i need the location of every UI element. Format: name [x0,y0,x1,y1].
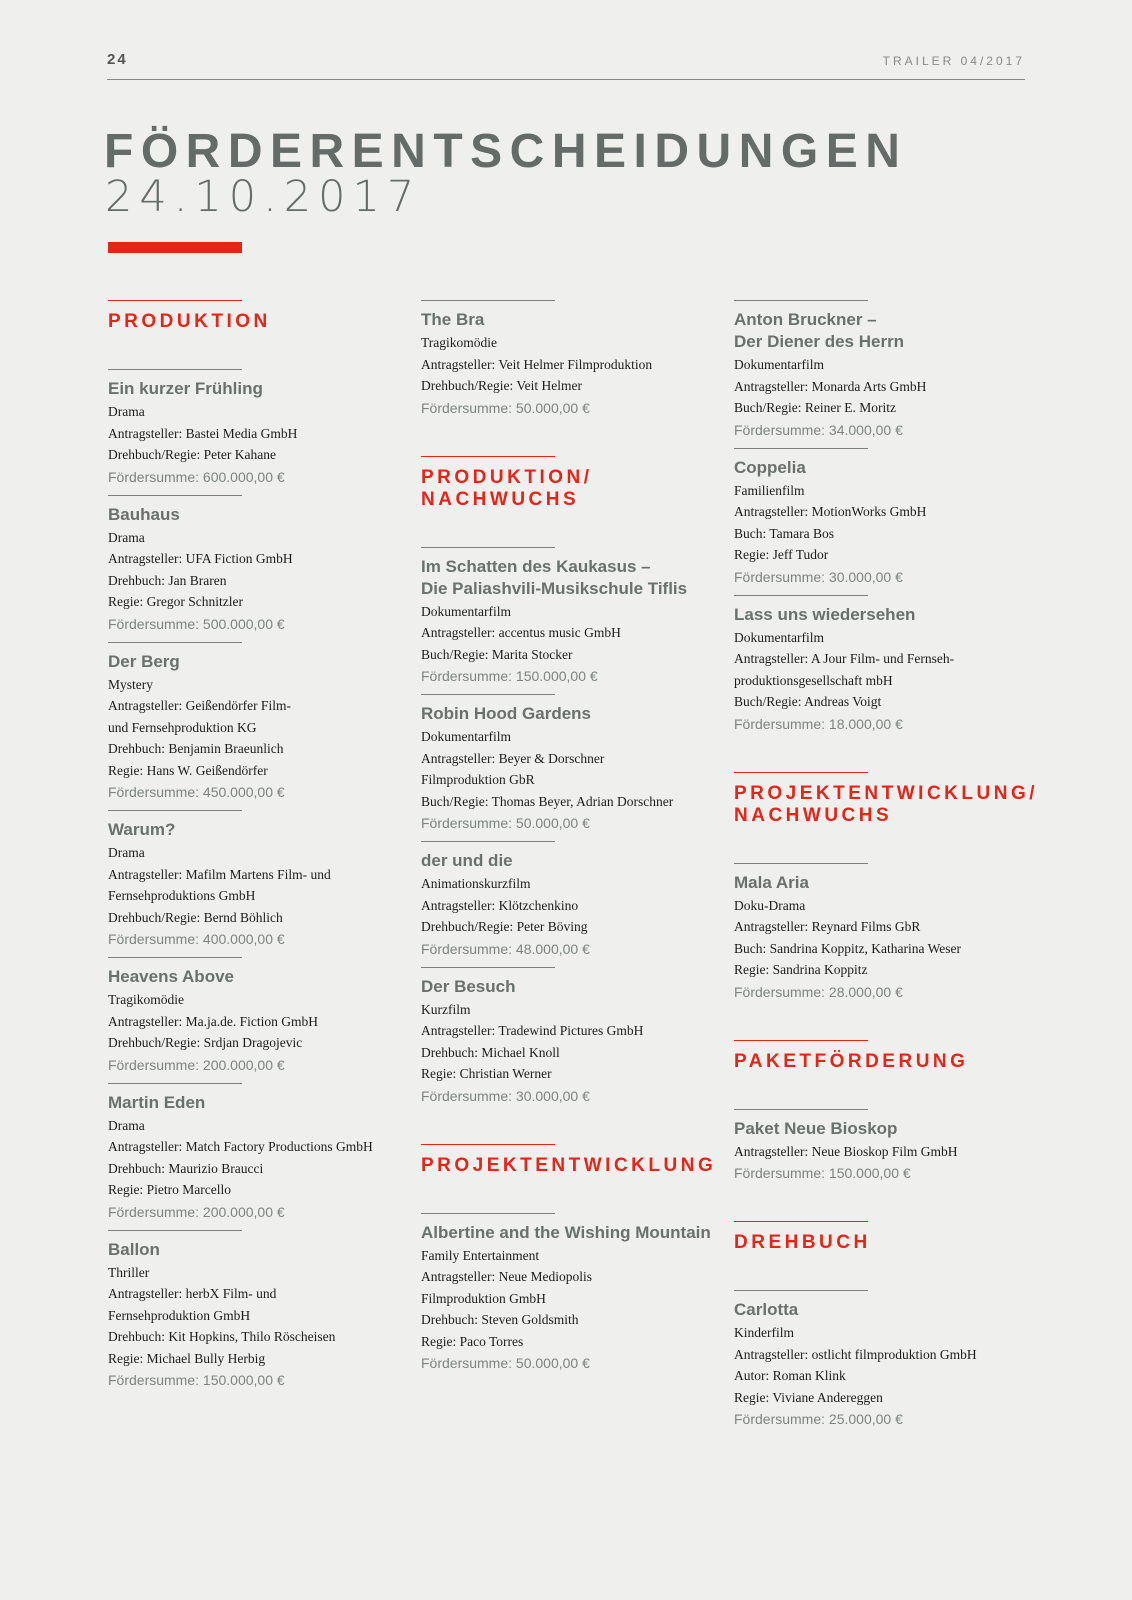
entry-detail: Antragsteller: MotionWorks GmbH [734,504,927,519]
entry-amount: Fördersumme: 50.000,00 € [421,815,590,831]
entry-detail: Antragsteller: Monarda Arts GmbH [734,378,927,394]
column-1 [108,300,408,1398]
column-3 [734,300,1038,1437]
entry-detail: Drama [108,529,145,545]
entry-title: Warum? [108,820,176,839]
funding-entry [108,810,408,957]
entry-detail: Regie: Sandrina Koppitz [734,962,868,977]
entry-detail: Drehbuch: Kit Hopkins, Thilo Röscheisen [108,1329,336,1344]
entry-detail: Regie: Christian Werner [421,1066,552,1081]
entry-amount: Fördersumme: 34.000,00 € [734,421,903,438]
entry-detail: Drehbuch: Benjamin Braeunlich [108,741,284,756]
entry-detail: Kurzfilm [421,1001,471,1017]
entry-detail: Drehbuch: Jan Braren [108,572,227,588]
entry-title: Carlotta [734,1300,799,1319]
entry-detail: Dokumentarfilm [734,357,824,372]
entry-detail: Tragikomödie [108,992,185,1007]
entry-detail: Drehbuch: Maurizio Braucci [108,1160,264,1176]
entry-detail: Buch/Regie: Andreas Voigt [734,694,882,709]
entry-amount: Fördersumme: 600.000,00 € [108,468,285,485]
magazine-issue: TRAILER 04/2017 [882,54,1025,68]
funding-entry [108,1230,408,1399]
column-2 [421,300,721,1381]
entry-detail: Antragsteller: Neue Bioskop Film GmbH [734,1143,958,1159]
entry-detail: Drehbuch/Regie: Peter Kahane [108,447,276,462]
entry-detail: und Fernsehproduktion KG [108,719,257,735]
funding-entry [108,1083,408,1230]
section-header [734,1040,1034,1109]
entry-title: Der Berg [108,651,180,671]
entry-detail: Drehbuch/Regie: Srdjan Dragojevic [108,1035,303,1050]
entry-amount: Fördersumme: 150.000,00 € [734,1165,911,1181]
funding-entry [108,642,408,811]
entry-detail: Regie: Viviane Andereggen [734,1389,883,1405]
funding-entry [734,863,1034,1010]
entry-detail: Mystery [108,676,153,692]
entry-title: Ein kurzer Frühling [108,379,263,398]
funding-entry [421,300,721,426]
entry-detail: Antragsteller: Beyer & Dorschner [421,750,605,766]
entry-title: Heavens Above [108,967,234,986]
entry-amount: Fördersumme: 400.000,00 € [108,931,285,947]
entry-title: Der Besuch [421,976,516,996]
entry-detail: Kinderfilm [734,1325,794,1340]
entry-detail: Regie: Pietro Marcello [108,1182,231,1197]
funding-entry [421,1213,721,1382]
entry-title: Anton Bruckner – Der Diener des Herrn [734,310,905,351]
section-title: PROJEKTENTWICKLUNG/ NACHWUCHS [734,782,1038,826]
funding-entry [108,957,408,1083]
entry-title: Im Schatten des Kaukasus – Die Paliashvili-Musikschule Tiflis [421,556,688,598]
entry-amount: Fördersumme: 150.000,00 € [108,1372,285,1388]
entry-detail: Drama [108,1117,145,1133]
entry-amount: Fördersumme: 200.000,00 € [108,1056,285,1073]
entry-detail: Drehbuch: Michael Knoll [421,1044,560,1060]
funding-entry [734,1109,1034,1192]
entry-detail: Dokumentarfilm [421,603,511,619]
page-number: 24 [107,51,128,68]
section-header [734,772,1038,863]
entry-detail: Filmproduktion GbR [421,772,535,787]
entry-detail: Regie: Gregor Schnitzler [108,594,243,609]
entry-amount: Fördersumme: 30.000,00 € [734,568,903,585]
entry-amount: Fördersumme: 500.000,00 € [108,615,285,632]
entry-detail: Regie: Paco Torres [421,1333,524,1349]
entry-detail: Animationskurzfilm [421,876,531,891]
section-header [734,1221,1034,1290]
entry-title: The Bra [421,310,485,329]
entry-detail: Fernsehproduktion GmbH [108,1307,251,1323]
entry-detail: Antragsteller: herbX Film- und [108,1286,277,1301]
entry-detail: Antragsteller: UFA Fiction GmbH [108,551,293,566]
entry-detail: Filmproduktion GmbH [421,1290,546,1306]
page-title: FÖRDERENTSCHEIDUNGEN [104,125,908,178]
entry-detail: Dokumentarfilm [421,729,511,744]
entry-detail: Buch/Regie: Thomas Beyer, Adrian Dorschner [421,793,674,809]
entry-detail: Dokumentarfilm [734,629,824,645]
entry-detail: Drehbuch/Regie: Peter Böving [421,919,588,934]
entry-detail: Tragikomödie [421,335,498,350]
entry-amount: Fördersumme: 48.000,00 € [421,940,590,957]
entry-amount: Fördersumme: 200.000,00 € [108,1203,285,1220]
page-date: 24.10.2017 [105,172,422,222]
entry-amount: Fördersumme: 30.000,00 € [421,1087,590,1104]
entry-detail: Antragsteller: Tradewind Pictures GmbH [421,1023,644,1038]
section-title: DREHBUCH [734,1232,871,1253]
entry-title: Ballon [108,1239,160,1259]
title-accent-bar [108,242,242,253]
entry-detail: Buch: Sandrina Koppitz, Katharina Weser [734,940,961,956]
section-title: PRODUKTION [108,311,271,332]
section-header [108,300,408,369]
funding-entry [108,495,408,642]
section-title: PROJEKTENTWICKLUNG [421,1154,717,1176]
entry-detail: Buch/Regie: Reiner E. Moritz [734,400,896,415]
entry-amount: Fördersumme: 25.000,00 € [734,1411,903,1427]
entry-detail: Antragsteller: Neue Mediopolis [421,1269,592,1284]
section-title: PAKETFÖRDERUNG [734,1050,969,1072]
entry-detail: Familienfilm [734,482,805,498]
entry-title: Bauhaus [108,504,180,524]
entry-title: Lass uns wiedersehen [734,604,916,624]
funding-entry [734,1290,1034,1437]
entry-title: Mala Aria [734,872,809,892]
entry-detail: Fernsehproduktions GmbH [108,888,256,903]
entry-detail: Regie: Jeff Tudor [734,547,829,562]
entry-detail: Antragsteller: Match Factory Productions GmbH [108,1139,373,1154]
entry-detail: Antragsteller: Ma.ja.de. Fiction GmbH [108,1013,318,1029]
entry-detail: Antragsteller: ostlicht filmproduktion GmbH [734,1346,977,1362]
entry-detail: Buch/Regie: Marita Stocker [421,646,573,662]
entry-detail: Antragsteller: Veit Helmer Filmproduktion [421,356,653,372]
entry-detail: Drehbuch: Steven Goldsmith [421,1312,579,1327]
funding-entry [734,595,1034,742]
entry-amount: Fördersumme: 50.000,00 € [421,399,590,416]
entry-detail: Thriller [108,1264,150,1280]
entry-title: der und die [421,851,513,870]
entry-detail: Antragsteller: Geißendörfer Film- [108,698,291,713]
entry-detail: Regie: Michael Bully Herbig [108,1350,266,1366]
entry-detail: Antragsteller: A Jour Film- und Fernseh- [734,651,955,666]
funding-entry [421,967,721,1114]
entry-amount: Fördersumme: 450.000,00 € [108,784,285,800]
entry-title: Martin Eden [108,1092,206,1112]
entry-detail: Antragsteller: Reynard Films GbR [734,919,921,934]
entry-detail: Drama [108,845,145,860]
entry-detail: Buch: Tamara Bos [734,525,835,541]
entry-title: Coppelia [734,457,806,477]
funding-entry [108,369,408,495]
entry-title: Albertine and the Wishing Mountain [421,1222,711,1242]
funding-entry [734,300,1034,448]
entry-detail: Drama [108,404,145,419]
funding-entry [421,841,721,967]
section-header [421,456,721,547]
funding-entry [734,448,1034,595]
entry-amount: Fördersumme: 18.000,00 € [734,715,903,732]
funding-entry [421,694,721,841]
section-title: PRODUKTION/ NACHWUCHS [421,466,593,510]
entry-detail: Antragsteller: Bastei Media GmbH [108,425,298,441]
entry-detail: Autor: Roman Klink [734,1368,846,1383]
entry-title: Robin Hood Gardens [421,704,591,723]
entry-detail: produktionsgesellschaft mbH [734,672,893,688]
entry-detail: Antragsteller: accentus music GmbH [421,625,621,640]
entry-detail: Drehbuch/Regie: Veit Helmer [421,378,582,393]
entry-detail: Antragsteller: Mafilm Martens Film- und [108,866,331,882]
entry-amount: Fördersumme: 28.000,00 € [734,983,903,1000]
entry-detail: Doku-Drama [734,897,806,913]
funding-entry [421,547,721,695]
entry-detail: Regie: Hans W. Geißendörfer [108,762,268,778]
entry-title: Paket Neue Bioskop [734,1118,898,1138]
entry-amount: Fördersumme: 50.000,00 € [421,1355,590,1371]
entry-detail: Antragsteller: Klötzchenkino [421,897,579,913]
entry-amount: Fördersumme: 150.000,00 € [421,668,598,684]
header-rule [107,79,1025,80]
entry-detail: Family Entertainment [421,1247,540,1263]
entry-detail: Drehbuch/Regie: Bernd Böhlich [108,909,283,925]
section-header [421,1144,721,1213]
